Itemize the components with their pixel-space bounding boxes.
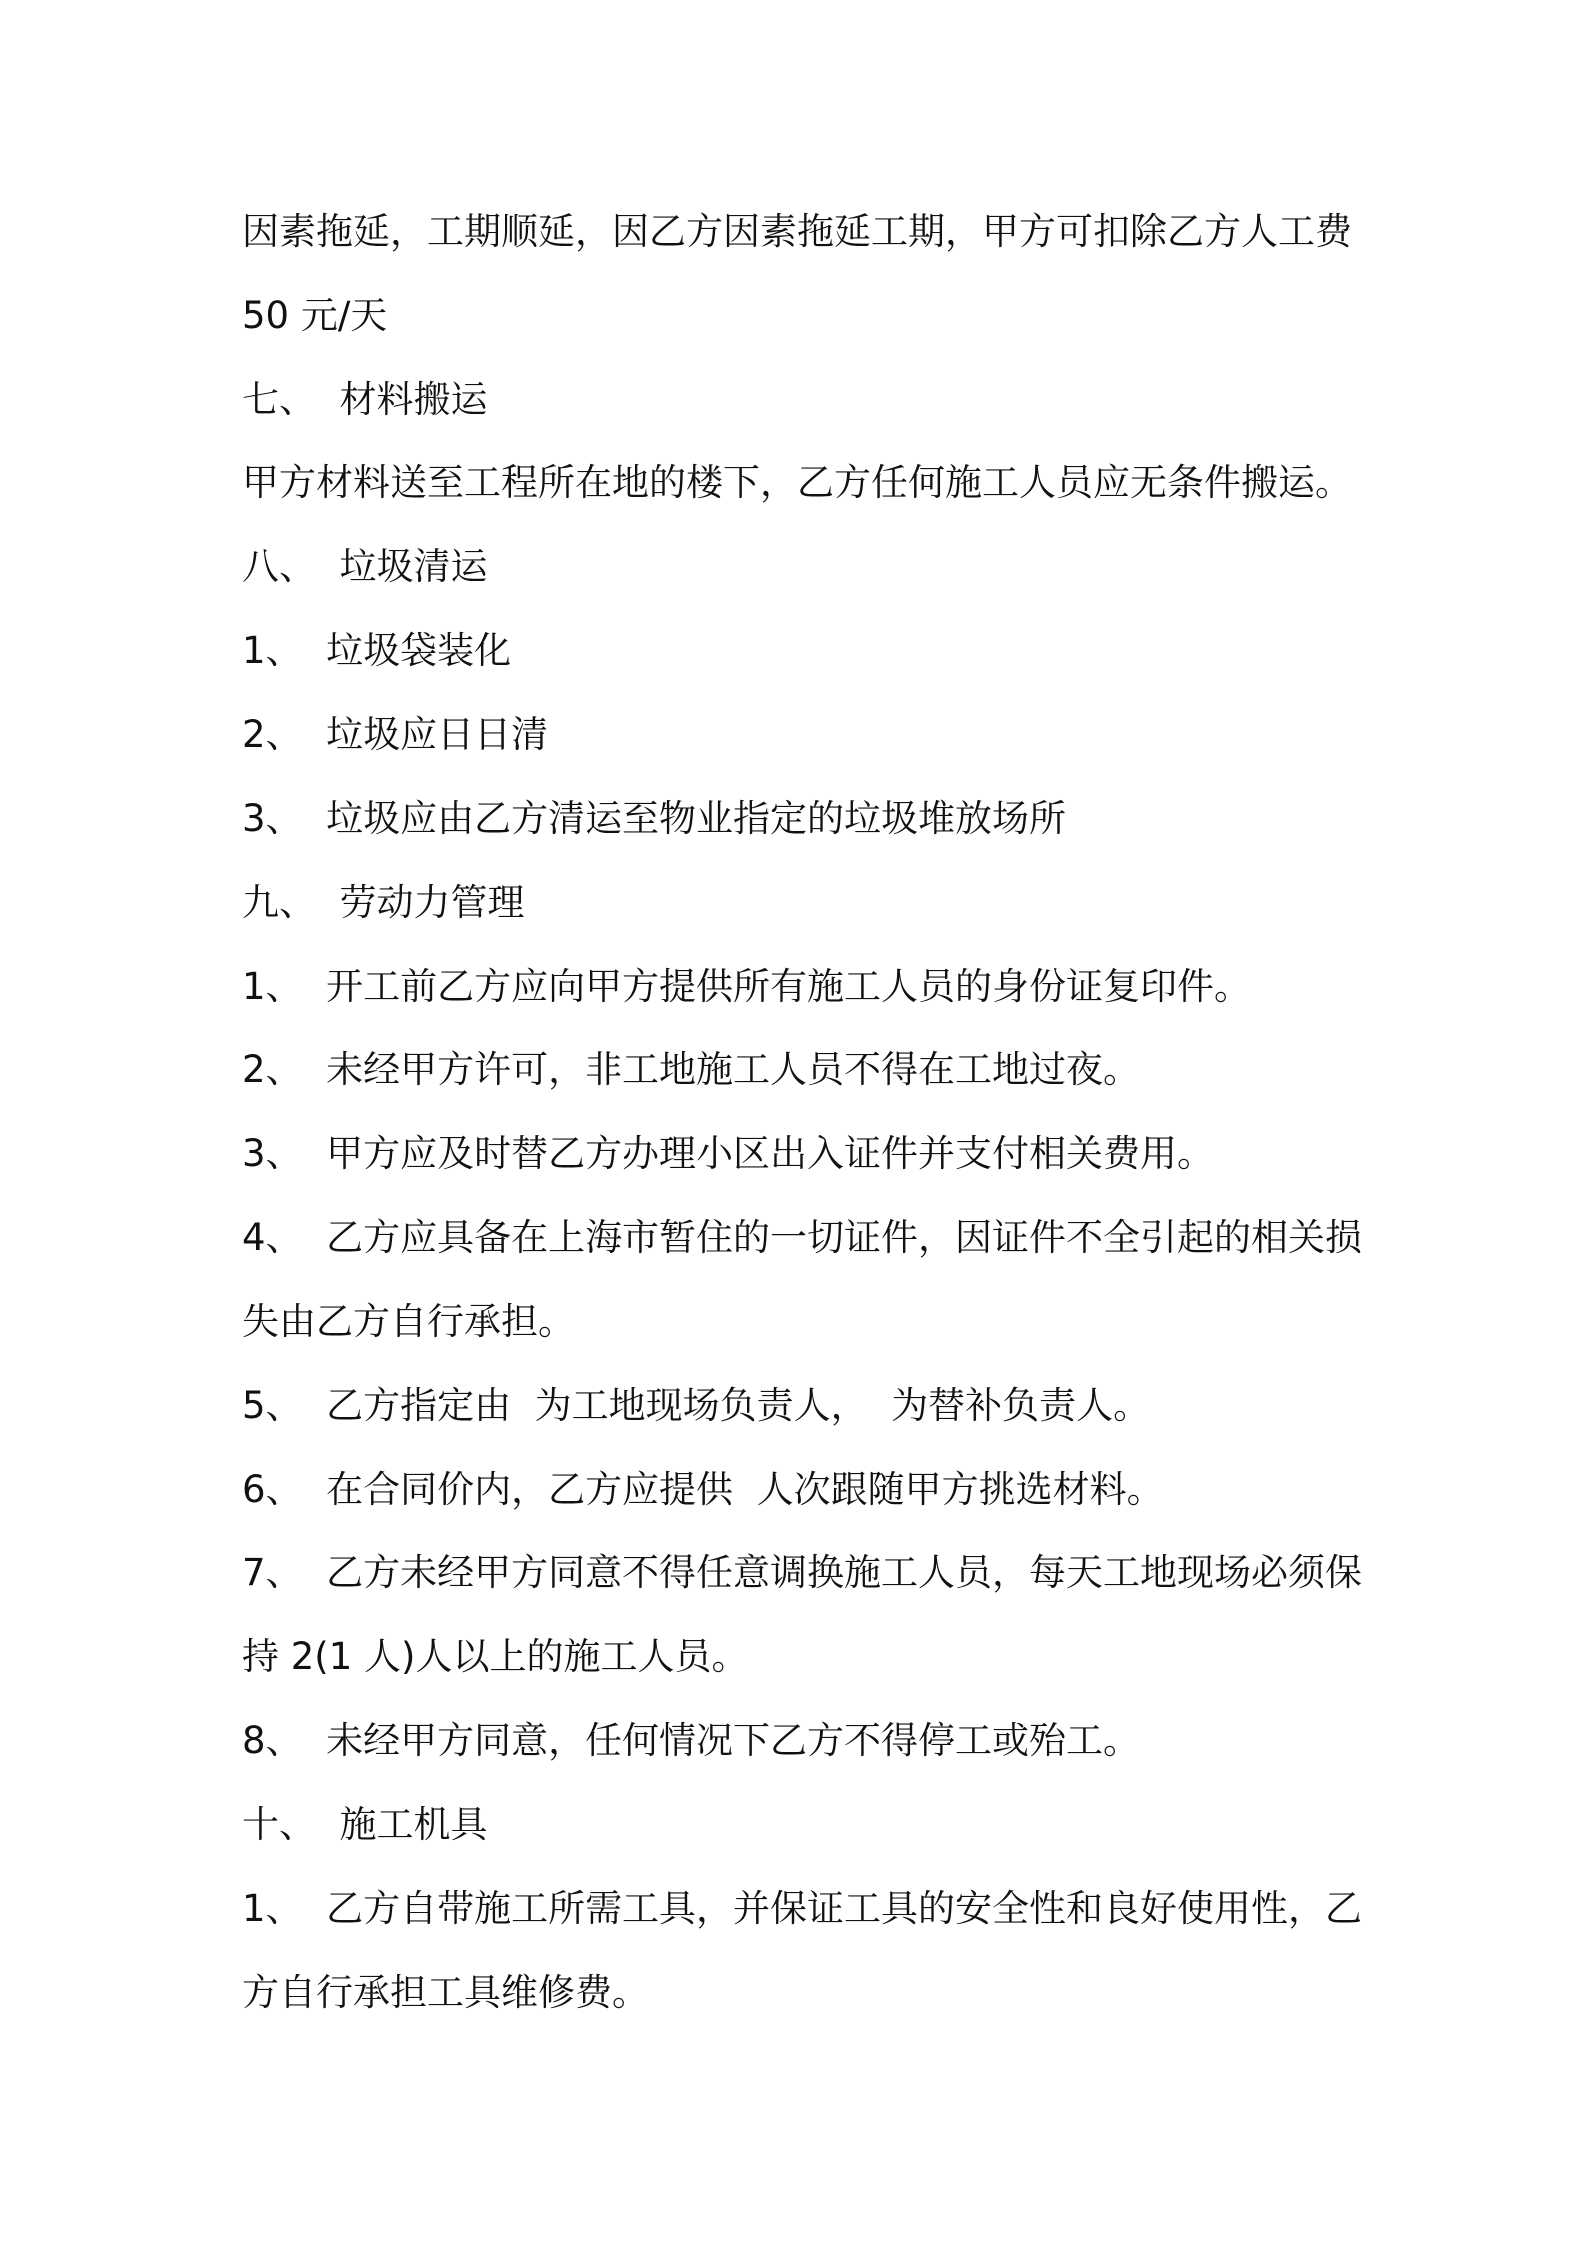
- list-item: 1、 开工前乙方应向甲方提供所有施工人员的身份证复印件。: [242, 965, 1252, 1008]
- list-item: 8、 未经甲方同意，任何情况下乙方不得停工或殆工。: [242, 1719, 1141, 1762]
- text-line: 因素拖延，工期顺延，因乙方因素拖延工期，甲方可扣除乙方人工费: [242, 210, 1352, 253]
- list-item: 1、 乙方自带施工所需工具，并保证工具的安全性和良好使用性，乙: [242, 1887, 1363, 1930]
- list-item-continuation: 持 2(1 人)人以上的施工人员。: [242, 1635, 749, 1678]
- list-item: 1、 垃圾袋装化: [242, 629, 512, 672]
- list-item: 2、 未经甲方许可，非工地施工人员不得在工地过夜。: [242, 1048, 1141, 1091]
- list-item-continuation: 方自行承担工具维修费。: [242, 1971, 649, 2014]
- list-item: 3、 垃圾应由乙方清运至物业指定的垃圾堆放场所: [242, 797, 1067, 840]
- text-line: 50 元/天: [242, 294, 388, 337]
- section-heading: 十、 施工机具: [242, 1803, 488, 1846]
- text-line: 甲方材料送至工程所在地的楼下，乙方任何施工人员应无条件搬运。: [242, 461, 1352, 504]
- list-item: 3、 甲方应及时替乙方办理小区出入证件并支付相关费用。: [242, 1132, 1215, 1175]
- list-item: 5、 乙方指定由 为工地现场负责人， 为替补负责人。: [242, 1384, 1151, 1427]
- list-item: 7、 乙方未经甲方同意不得任意调换施工人员，每天工地现场必须保: [242, 1551, 1363, 1594]
- section-heading: 八、 垃圾清运: [242, 545, 488, 588]
- list-item: 4、 乙方应具备在上海市暂住的一切证件，因证件不全引起的相关损: [242, 1216, 1363, 1259]
- section-heading: 九、 劳动力管理: [242, 881, 525, 924]
- list-item-continuation: 失由乙方自行承担。: [242, 1300, 575, 1343]
- list-item: 6、 在合同价内，乙方应提供 人次跟随甲方挑选材料。: [242, 1468, 1164, 1511]
- section-heading: 七、 材料搬运: [242, 378, 488, 421]
- list-item: 2、 垃圾应日日清: [242, 713, 549, 756]
